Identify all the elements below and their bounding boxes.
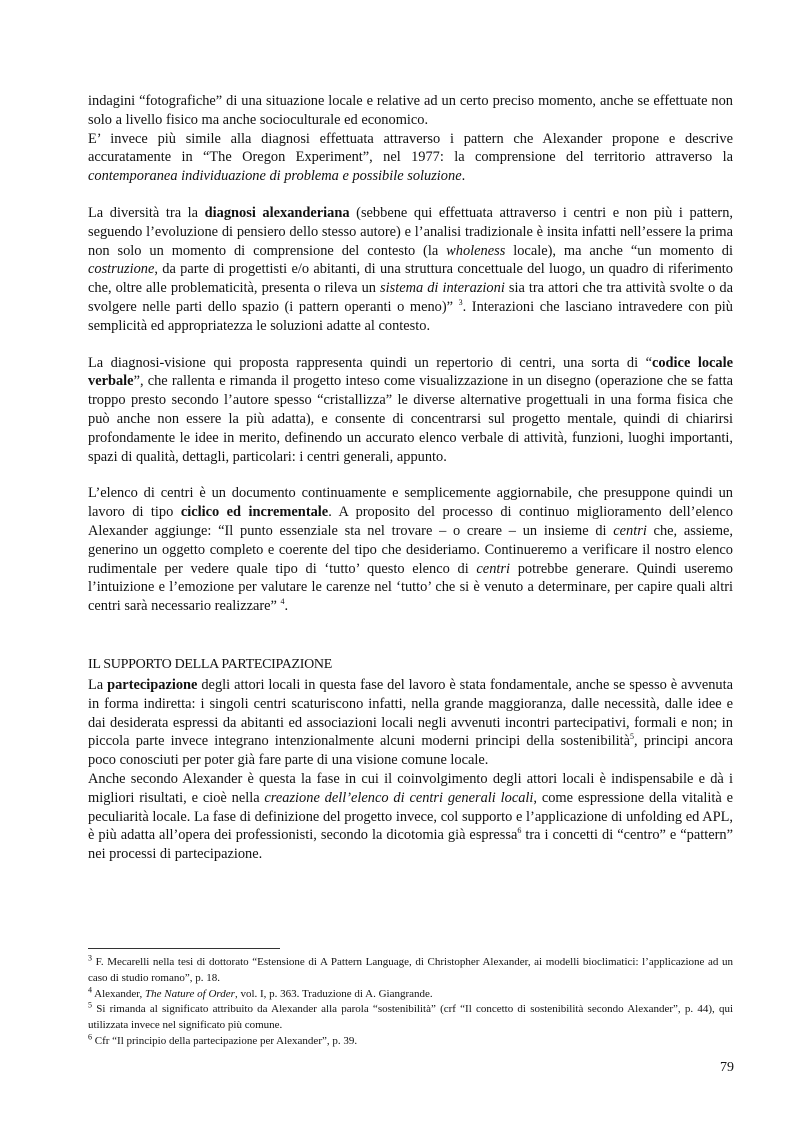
paragraph-2: E’ invece più simile alla diagnosi effettuata attraverso i pattern che Alexander propone e descrive accuratamente in “The Oregon Experiment”, nel 1977: la comprensione del territorio attraverso la contemporanea individuazione di problema e possibile soluzione. [88,130,733,185]
paragraph-6: La partecipazione degli attori locali in questa fase del lavoro è stata fondamentale, anche se spesso è avvenuta in forma indiretta: i singoli centri scaturiscono infatti, nella grande maggioranza, dalle necessità, dalle idee e dai desiderata espressi da abitanti ed associazioni locali negli avvenuti incontri partecipativi, formali e non; in piccola parte invece integrano intenzionalmente alcuni moderni principi della sostenibilità$^5$, principi ancora poco conosciuti per poter già fare parte di una visione comune locale. [88,676,733,769]
section-heading: IL SUPPORTO DELLA PARTECIPAZIONE [88,656,332,672]
paragraph-5: L’elenco di centri è un documento continuamente e semplicemente aggiornabile, che presuppone quindi un lavoro di tipo ciclico ed incrementale. A proposito del processo di continuo miglioramento dell’elenco Alexander aggiunge: “Il punto essenziale sta nel trovare – o creare – un insieme di centri che, assieme, generino un oggetto completo e coerente del tipo che desideriamo. Continueremo a verificare il nostro elenco rudimentale per vedere quale tipo di ‘tutto’ questo elenco di centri potrebbe generare. Quindi useremo l’intuizione e l’emozione per valutare le carenze nel ‘tutto’ che si è venuto a determinare, per capire quali altri centri sarà necessario realizzare” $^4$. [88,485,734,615]
footnote-6: $^6$ Cfr “Il principio della partecipazione per Alexander”, p. 39. [88,1032,358,1047]
paragraph-1: indagini “fotografiche” di una situazione locale e relative ad un certo preciso momento, anche se effettuate non solo a livello fisico ma anche socioculturale ed economico. [88,93,733,128]
paragraph-3: La diversità tra la diagnosi alexanderiana (sebbene qui effettuata attraverso i centri e non più i pattern, seguendo l’evoluzione di pensiero dello stesso autore) e l’analisi tradizionale è insita infatti nell’essere la prima non solo un momento di comprensione del contesto (la wholeness locale), ma anche “un momento di costruzione, da parte di progettisti e/o abitanti, di una struttura concettuale del luogo, un quadro di riferimento che, oltre alle problematicità, presenta o rileva un sistema di interazioni sia tra attori che tra attività svolte o da svolgere nelle parti dello spazio (i pattern operanti o meno)” $^3$. Interazioni che lasciano intravedere con più semplicità ed appropriatezza le soluzioni adatte al contesto. [88,204,734,334]
footnote-ref-3[interactable]: 3 [458,298,463,308]
footnotes [88,955,733,1050]
page-body [88,92,733,864]
footnote-4: $^4$ Alexander, The Nature of Order, vol. I, p. 363. Traduzione di A. Giangrande. [88,984,433,1000]
footnote-ref-6[interactable]: 6 [517,826,522,836]
footnote-separator [88,948,280,949]
footnote-ref-5[interactable]: 5 [630,732,634,742]
footnote-5: $^5$ Si rimanda al significato attribuito da Alexander alla parola “sostenibilità” (crf “Il concetto di sostenibilità secondo Alexander”, p. 44), qui utilizzata invece nel significato più comune. [88,1000,733,1032]
footnote-ref-4[interactable]: 4 [280,597,285,607]
paragraph-7: Anche secondo Alexander è questa la fase in cui il coinvolgimento degli attori locali è indispensabile e dà i migliori risultati, e cioè nella creazione dell’elenco di centri generali locali, come espressione della vitalità e peculiarità locale. La fase di definizione del progetto invece, col supporto e l’applicazione di unfolding ed APL, è più adatta all’opera dei professionisti, secondo la dicotomia già espressa$^6$ tra i concetti di “centro” e “pattern” nei processi di partecipazione. [88,770,734,863]
page-number: 79 [720,1060,734,1075]
footnote-3: $^3$ F. Mecarelli nella tesi di dottorato “Estensione di A Pattern Language, di Christopher Alexander, ai modelli bioclimatici: l’applicazione ad un caso di studio romano”, p. 18. [88,953,733,984]
paragraph-4: La diagnosi-visione qui proposta rappresenta quindi un repertorio di centri, una sorta di “codice locale verbale”, che rallenta e rimanda il progetto inteso come visualizzazione in un disegno (operazione che se fatta troppo presto secondo l’autore spesso “cristallizza” le diverse alternative progettuali in una forma fisica che può anche non essere la più adatta), e consente di concentrarsi sul progetto mentale, quindi di chiarirsi profondamente le idee in merito, definendo un accurato elenco verbale di attività, funzioni, luoghi importanti, spazi di qualità, dettagli, particolari: i centri generali, appunto. [88,354,733,465]
